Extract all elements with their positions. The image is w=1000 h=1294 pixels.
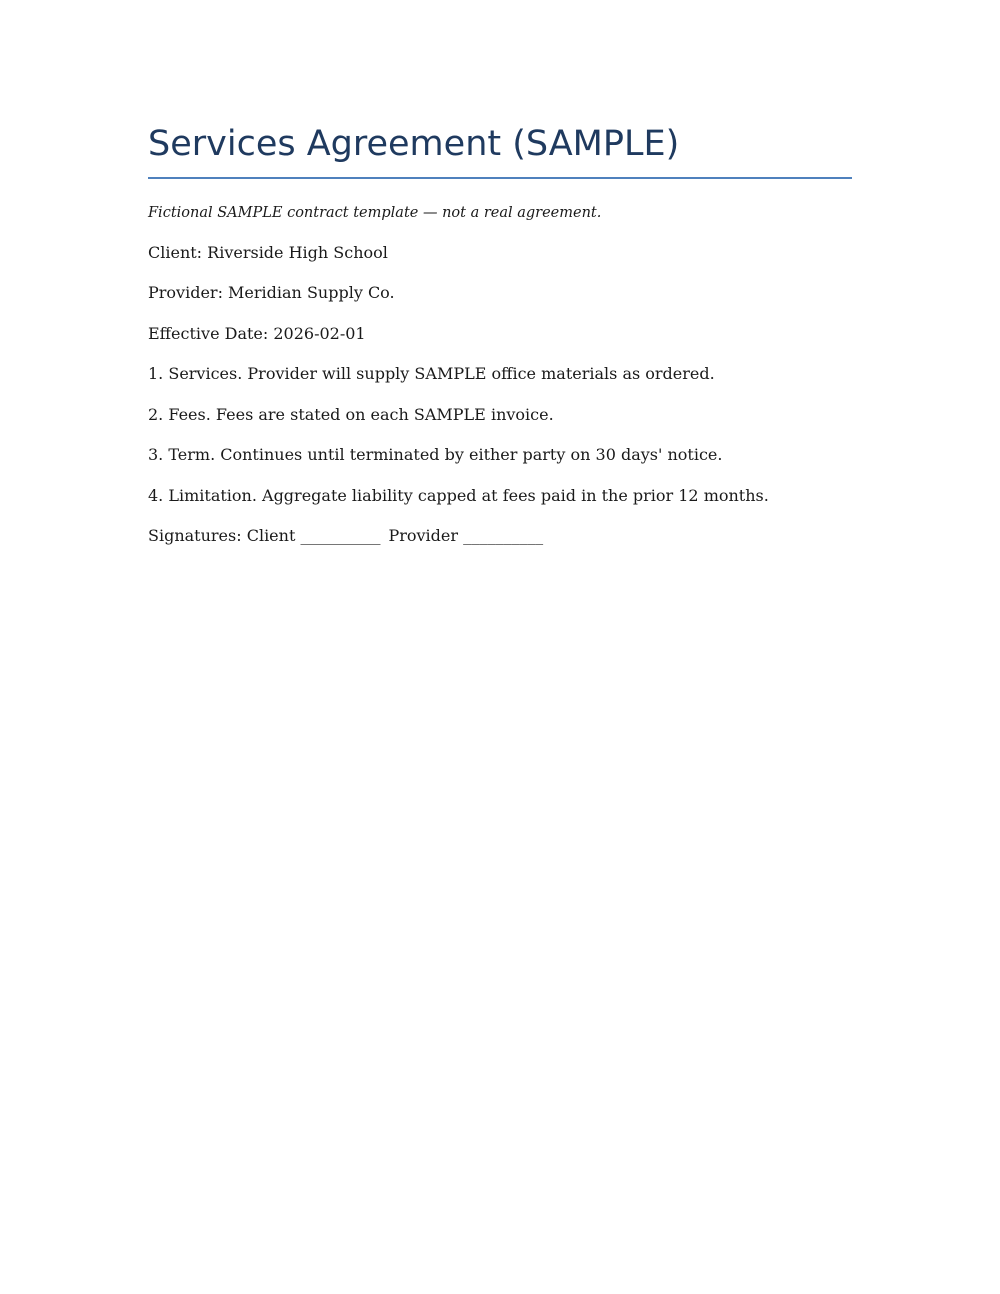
- clause-services: 1. Services. Provider will supply SAMPLE office materials as ordered.: [148, 364, 715, 383]
- document-body: [148, 120, 852, 547]
- clause-term: 3. Term. Continues until terminated by either party on 30 days' notice.: [148, 445, 723, 464]
- disclaimer-text: Fictional SAMPLE contract template — not a real agreement.: [148, 205, 602, 221]
- clause-fees: 2. Fees. Fees are stated on each SAMPLE invoice.: [148, 404, 554, 424]
- clause-limitation: 4. Limitation. Aggregate liability capped at fees paid in the prior 12 months.: [148, 485, 769, 505]
- client-signature-field: Signatures: Client __________: [148, 526, 381, 545]
- provider-signature-field: Provider __________: [388, 526, 544, 545]
- document-title: Services Agreement (SAMPLE): [148, 120, 852, 179]
- client-line: Client: Riverside High School: [148, 242, 388, 262]
- provider-line: Provider: Meridian Supply Co.: [148, 283, 395, 302]
- signatures-line: [148, 525, 852, 547]
- effective-date-line: Effective Date: 2026-02-01: [148, 323, 366, 343]
